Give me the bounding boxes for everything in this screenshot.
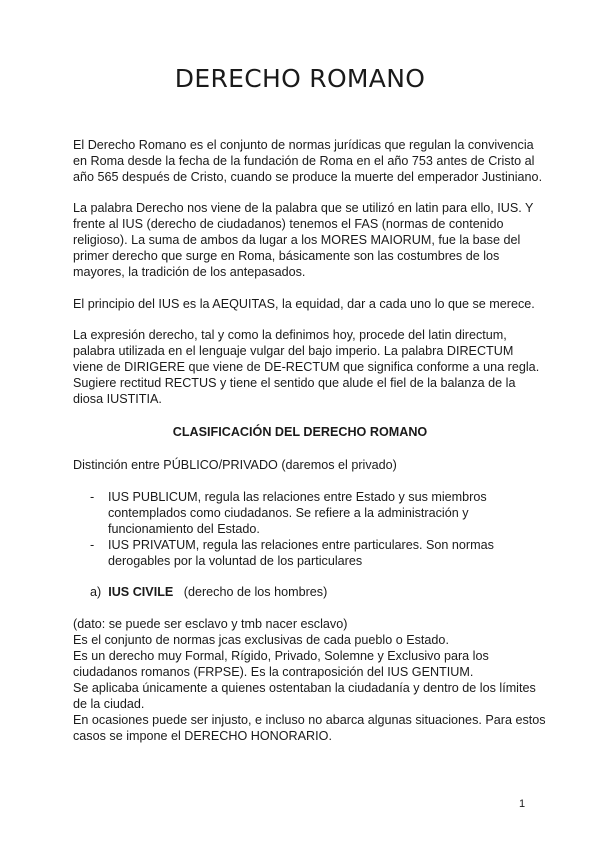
paragraph-definition [73, 137, 543, 185]
subsection-note: (derecho de los hombres) [183, 585, 328, 599]
text-line: religioso). La suma de ambos da lugar a los MORES MAIORUM, fue la base del [73, 233, 521, 247]
text-line: En ocasiones puede ser injusto, e incluso no abarca algunas situaciones. Para estos [73, 713, 546, 727]
text-line: de la ciudad. [73, 697, 145, 711]
subsection-ius-civile [90, 584, 327, 600]
paragraph-ius-civile [73, 616, 546, 744]
distinction-line [73, 457, 543, 473]
classification-list [90, 489, 550, 569]
section-heading: CLASIFICACIÓN DEL DERECHO ROMANO [172, 425, 428, 439]
page-title: DERECHO ROMANO [174, 64, 426, 93]
text-line: (dato: se puede ser esclavo y tmb nacer esclavo) [73, 617, 348, 631]
paragraph-aequitas [73, 296, 543, 312]
text-line: viene de DIRIGERE que viene de DE-RECTUM que significa conforme a una regla. [73, 360, 540, 374]
text-line: mayores, la tradición de los antepasados. [73, 265, 306, 279]
text-line: diosa IUSTITIA. [73, 392, 162, 406]
text-line: año 565 después de Cristo, cuando se produce la muerte del emperador Justiniano. [73, 170, 543, 184]
list-item [90, 537, 550, 569]
text-line: derogables por la voluntad de los particulares [108, 554, 363, 568]
text-line: palabra utilizada en el lenguaje vulgar del bajo imperio. La palabra DIRECTUM [73, 344, 514, 358]
text-line: Se aplicaba únicamente a quienes ostentaban la ciudadanía y dentro de los límites [73, 681, 536, 695]
paragraph-directum [73, 327, 543, 407]
text-line: La expresión derecho, tal y como la definimos hoy, procede del latin directum, [73, 328, 507, 342]
text-line: primer derecho que surge en Roma, básicamente son las costumbres de los [73, 249, 500, 263]
subsection-title: IUS CIVILE [108, 585, 174, 599]
paragraph-ius-origin [73, 200, 543, 280]
text-line: funcionamiento del Estado. [108, 522, 260, 536]
text-line: contemplados como ciudadanos. Se refiere a la administración y [108, 506, 469, 520]
bullet-dash: - [90, 490, 95, 504]
subsection-marker: a) [90, 585, 102, 599]
text-line: Distinción entre PÚBLICO/PRIVADO (daremos el privado) [73, 458, 397, 472]
text-line: ciudadanos romanos (FRPSE). Es la contraposición del IUS GENTIUM. [73, 665, 474, 679]
bullet-dash: - [90, 538, 95, 552]
text-line: en Roma desde la fecha de la fundación de Roma en el año 753 antes de Cristo al [73, 154, 535, 168]
text-line: Sugiere rectitud RECTUS y tiene el sentido que alude el fiel de la balanza de la [73, 376, 516, 390]
text-line: frente al IUS (derecho de ciudadanos) tenemos el FAS (normas de contenido [73, 217, 504, 231]
text-line: IUS PUBLICUM, regula las relaciones entre Estado y sus miembros [108, 490, 487, 504]
text-line: El principio del IUS es la AEQUITAS, la equidad, dar a cada uno lo que se merece. [73, 297, 535, 311]
page-number: 1 [519, 798, 526, 810]
text-line: El Derecho Romano es el conjunto de normas jurídicas que regulan la convivencia [73, 138, 534, 152]
text-line: IUS PRIVATUM, regula las relaciones entre particulares. Son normas [108, 538, 494, 552]
text-line: La palabra Derecho nos viene de la palabra que se utilizó en latin para ello, IUS. Y [73, 201, 534, 215]
text-line: casos se impone el DERECHO HONORARIO. [73, 729, 332, 743]
text-line: Es un derecho muy Formal, Rígido, Privado, Solemne y Exclusivo para los [73, 649, 489, 663]
list-item [90, 489, 550, 537]
text-line: Es el conjunto de normas jcas exclusivas de cada pueblo o Estado. [73, 633, 449, 647]
